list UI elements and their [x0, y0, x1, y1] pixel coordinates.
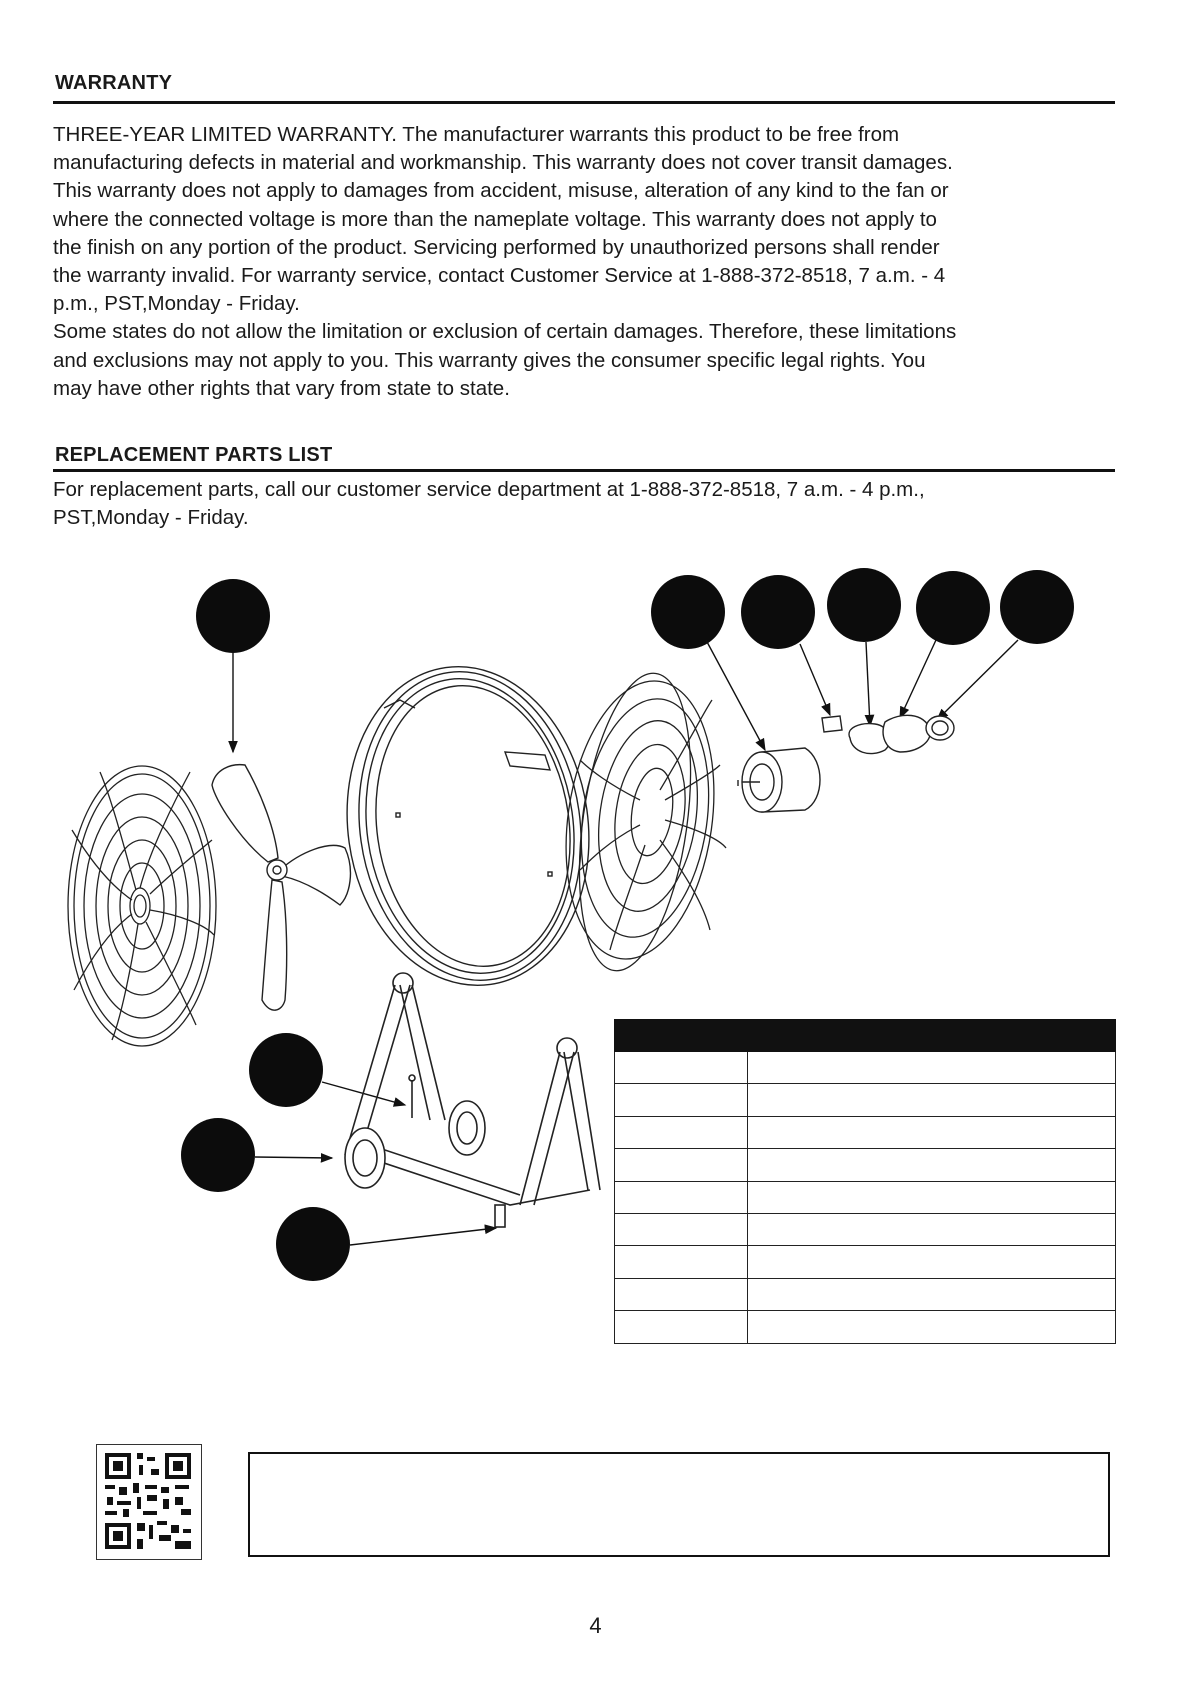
table-cell	[748, 1116, 1116, 1148]
callout-wheel	[181, 1118, 255, 1192]
parts-line: PST,Monday - Friday.	[53, 506, 249, 530]
callout-bolt	[249, 1033, 323, 1107]
warranty-line: may have other rights that vary from state to state.	[53, 376, 510, 400]
table-row	[615, 1052, 1116, 1084]
table-row	[615, 1084, 1116, 1116]
warranty-line: This warranty does not apply to damages from accident, misuse, alteration of any kind to the fan or	[53, 179, 949, 203]
header-cell-number	[615, 1020, 748, 1052]
page-number: 4	[589, 1613, 602, 1638]
table-row	[615, 1246, 1116, 1278]
table-cell	[615, 1181, 748, 1213]
table-cell	[615, 1084, 748, 1116]
warranty-line: the finish on any portion of the product. Servicing performed by unauthorized persons shall render	[53, 235, 940, 259]
table-cell	[615, 1213, 748, 1245]
table-cell	[615, 1311, 748, 1343]
wheels-drawing	[345, 1101, 485, 1188]
callout-foot	[276, 1207, 350, 1281]
table-cell	[748, 1311, 1116, 1343]
table-cell	[748, 1246, 1116, 1278]
callout-capacitor	[741, 575, 815, 649]
callout-knob	[1000, 570, 1074, 644]
table-cell	[615, 1116, 748, 1148]
parts-heading: REPLACEMENT PARTS LIST	[55, 444, 333, 466]
table-row	[615, 1311, 1116, 1343]
warranty-heading: WARRANTY	[55, 72, 173, 94]
warranty-line: the warranty invalid. For warranty service, contact Customer Service at 1-888-372-8518, 7 a.m. - 4	[53, 264, 946, 288]
callout-motor	[651, 575, 725, 649]
table-cell	[615, 1278, 748, 1310]
blade-drawing	[212, 765, 350, 1010]
warranty-line: where the connected voltage is more than the nameplate voltage. This warranty does not apply to	[53, 207, 937, 231]
warranty-line: THREE-YEAR LIMITED WARRANTY. The manufacturer warrants this product to be free from	[53, 123, 900, 146]
table-row	[615, 1116, 1116, 1148]
front-grille-drawing	[549, 666, 731, 978]
warranty-line: Some states do not allow the limitation or exclusion of certain damages. Therefore, these limitations	[53, 320, 957, 344]
table-cell	[615, 1052, 748, 1084]
table-cell	[748, 1149, 1116, 1181]
table-row	[615, 1278, 1116, 1310]
table-cell	[748, 1052, 1116, 1084]
stand-drawing	[345, 973, 600, 1227]
callout-blade	[196, 579, 270, 653]
parts-table-header	[615, 1020, 1116, 1052]
callout-switch-box	[916, 571, 990, 645]
table-cell	[615, 1246, 748, 1278]
table-cell	[748, 1181, 1116, 1213]
table-cell	[748, 1213, 1116, 1245]
parts-line: For replacement parts, call our customer service department at 1-888-372-8518, 7 a.m. - 4 p.m.,	[53, 478, 925, 501]
callout-motor-bracket	[827, 568, 901, 642]
notice-box	[248, 1452, 1110, 1557]
motor-drawing	[738, 748, 820, 812]
rear-grille-drawing	[68, 766, 216, 1046]
table-cell	[748, 1084, 1116, 1116]
warranty-line: p.m., PST,Monday - Friday.	[53, 292, 300, 316]
table-cell	[615, 1149, 748, 1181]
table-row	[615, 1181, 1116, 1213]
table-row	[615, 1149, 1116, 1181]
parts-table	[614, 1019, 1116, 1344]
small-parts-drawing	[822, 715, 954, 753]
qr-code-icon	[96, 1444, 202, 1560]
warranty-line: manufacturing defects in material and workmanship. This warranty does not cover transit damages.	[53, 151, 953, 175]
table-cell	[748, 1278, 1116, 1310]
warranty-line: and exclusions may not apply to you. This warranty gives the consumer specific legal rights. You	[53, 348, 926, 372]
header-cell-description	[748, 1020, 1116, 1052]
table-row	[615, 1213, 1116, 1245]
